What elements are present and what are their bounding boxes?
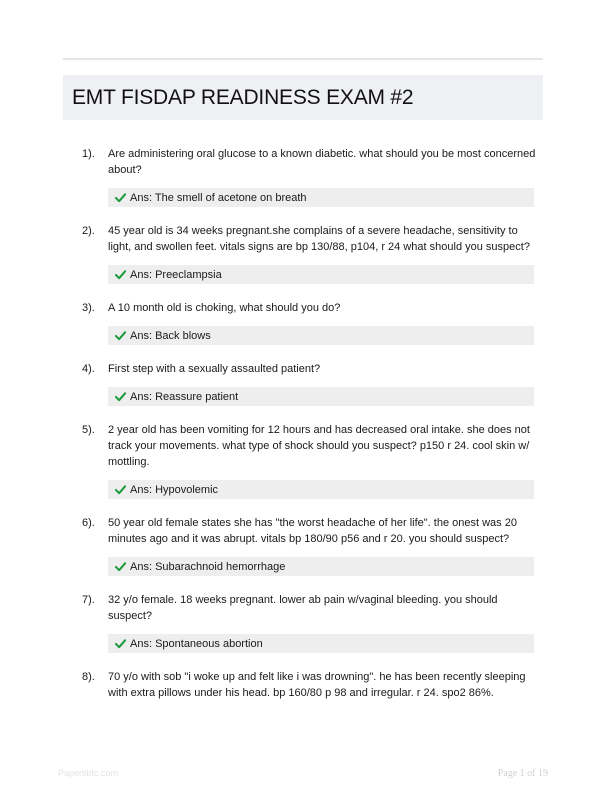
page-indicator: Page 1 of 19 [497, 768, 548, 779]
question-text: 50 year old female states she has "the worst headache of her life". the onest was 20 minutes ago and it was abrupt. vitals bp 180/90 p56 and r 20. you should suspect? [108, 517, 517, 545]
footer-watermark: Papersbtc.com [58, 768, 119, 778]
question-text: 32 y/o female. 18 weeks pregnant. lower ab pain w/vaginal bleeding. you should suspect? [108, 594, 498, 622]
answer-box [108, 557, 534, 576]
question-item [63, 361, 543, 406]
answer-text: Ans: Hypovolemic [130, 483, 219, 496]
question-number: 5). [82, 424, 95, 436]
question-item [63, 422, 543, 499]
answer-box [108, 480, 534, 499]
question-text: First step with a sexually assaulted patient? [108, 363, 321, 375]
answer-box [108, 265, 534, 284]
answer-text: Ans: Spontaneous abortion [130, 637, 263, 650]
question-text: A 10 month old is choking, what should you do? [108, 302, 341, 314]
checkmark-icon [115, 192, 126, 203]
checkmark-icon [115, 330, 126, 341]
question-item [63, 669, 543, 701]
question-number: 3). [82, 302, 95, 314]
checkmark-icon [115, 638, 126, 649]
question-number: 2). [82, 225, 95, 237]
title-banner [63, 75, 543, 120]
question-item [63, 592, 543, 653]
question-number: 7). [82, 594, 95, 606]
question-item [63, 146, 543, 207]
page-title: EMT FISDAP READINESS EXAM #2 [72, 85, 414, 109]
question-number: 8). [82, 671, 95, 683]
answer-text: Ans: Subarachnoid hemorrhage [130, 560, 286, 573]
question-item [63, 300, 543, 345]
question-number: 6). [82, 517, 95, 529]
question-item [63, 223, 543, 284]
top-divider [63, 58, 543, 60]
checkmark-icon [115, 561, 126, 572]
question-item [63, 515, 543, 576]
checkmark-icon [115, 391, 126, 402]
answer-box [108, 387, 534, 406]
question-list [63, 146, 543, 717]
answer-text: Ans: Back blows [130, 329, 211, 342]
question-number: 1). [82, 148, 95, 160]
checkmark-icon [115, 269, 126, 280]
answer-text: Ans: Preeclampsia [130, 268, 222, 281]
answer-text: Ans: Reassure patient [130, 390, 239, 403]
answer-box [108, 326, 534, 345]
answer-box [108, 188, 534, 207]
answer-box [108, 634, 534, 653]
question-text: Are administering oral glucose to a known diabetic. what should you be most concerned about? [108, 148, 536, 176]
checkmark-icon [115, 484, 126, 495]
question-number: 4). [82, 363, 95, 375]
question-text: 45 year old is 34 weeks pregnant.she complains of a severe headache, sensitivity to light, and swollen feet. vitals signs are bp 130/88, p104, r 24 what should you suspect? [108, 225, 530, 253]
answer-text: Ans: The smell of acetone on breath [130, 191, 307, 204]
question-text: 70 y/o with sob "i woke up and felt like i was drowning". he has been recently sleeping with extra pillows under his head. bp 160/80 p 98 and irregular. r 24. spo2 86%. [108, 671, 526, 699]
question-text: 2 year old has been vomiting for 12 hours and has decreased oral intake. she does not track your movements. what type of shock should you suspect? p150 r 24. cool skin w/ mottling. [108, 424, 530, 468]
